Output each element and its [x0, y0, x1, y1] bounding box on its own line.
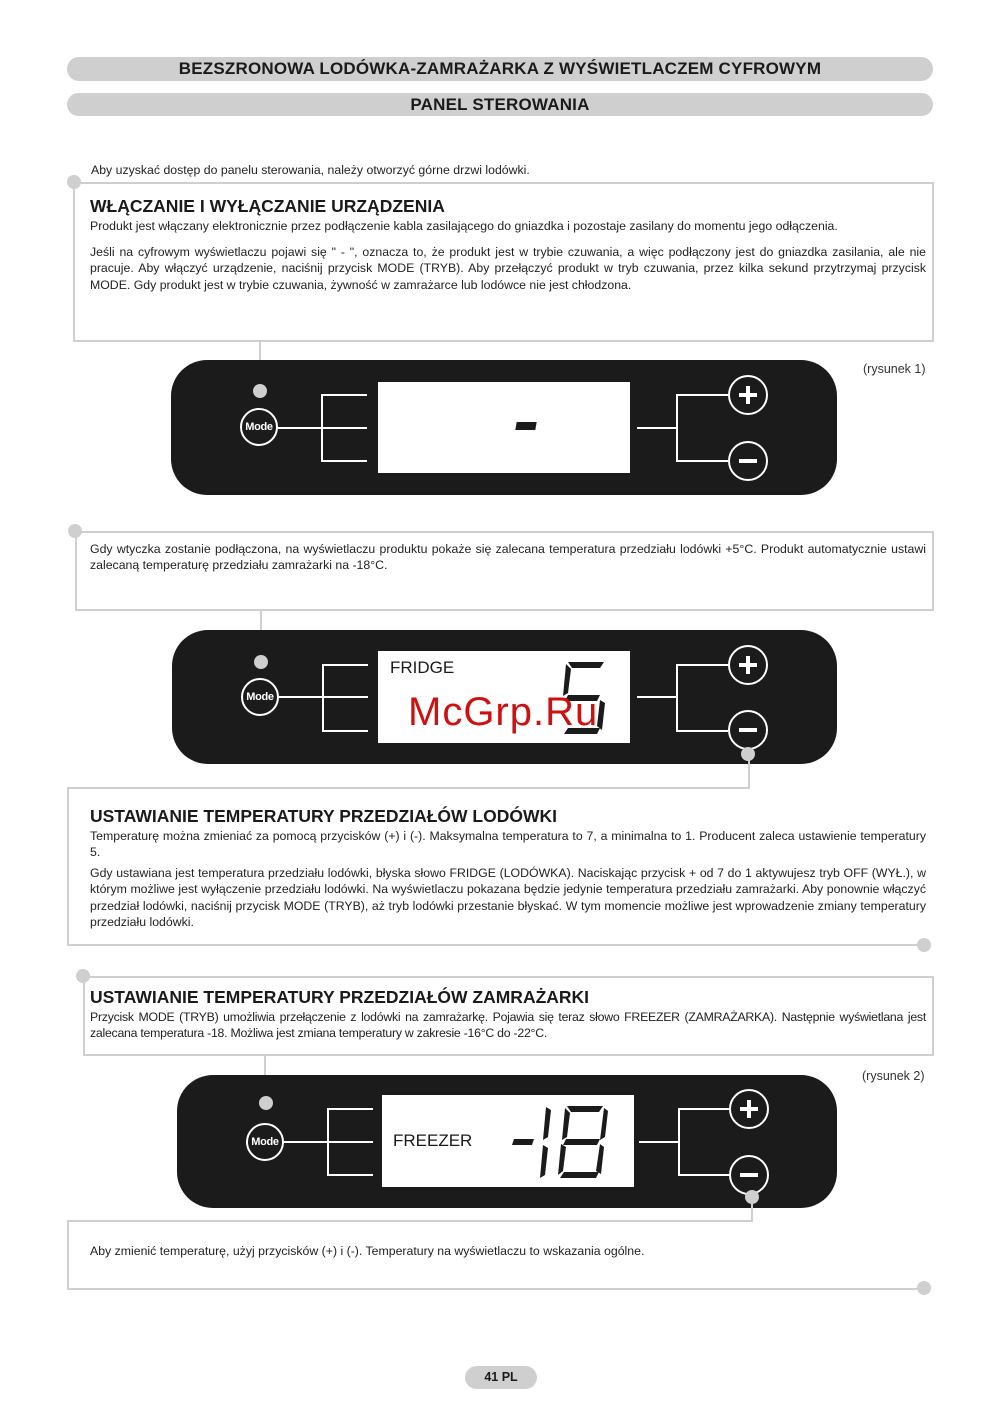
display-dash-segment	[515, 422, 536, 430]
wire	[327, 1174, 373, 1176]
wire	[637, 427, 677, 429]
wire	[678, 1108, 729, 1110]
wire	[676, 664, 728, 666]
wire	[321, 427, 367, 429]
plus-button[interactable]	[729, 1089, 769, 1129]
mode-button[interactable]: Mode	[240, 408, 278, 446]
paragraph-fridge-1: Temperaturę można zmieniać za pomocą przycisków (+) i (-). Maksymalna temperatura to 7, a minimalna to 1. Producent zaleca ustawienie temperatury 5.	[90, 829, 926, 860]
control-panel-freezer	[177, 1075, 837, 1208]
wire	[678, 1174, 729, 1176]
pointer-dot	[259, 1096, 273, 1110]
heading-freezer-temp: USTAWIANIE TEMPERATURY PRZEDZIAŁÓW ZAMRAŻARKI	[90, 987, 590, 1007]
heading-fridge-temp: USTAWIANIE TEMPERATURY PRZEDZIAŁÓW LODÓWKI	[90, 806, 557, 826]
watermark: McGrp.Ru	[408, 690, 599, 734]
bullet-dot	[917, 1281, 931, 1295]
wire	[676, 730, 728, 732]
closing-text: Aby zmienić temperaturę, użyj przycisków (+) i (-). Temperatury na wyświetlaczu to wskazania ogólne.	[90, 1244, 645, 1258]
wire	[322, 664, 368, 666]
wire	[637, 696, 677, 698]
figure-2-caption: (rysunek 2)	[862, 1069, 925, 1083]
wire	[321, 394, 367, 396]
mode-button[interactable]: Mode	[246, 1123, 284, 1161]
wire	[676, 664, 678, 732]
mode-button[interactable]: Mode	[241, 678, 279, 716]
intro-text: Aby uzyskać dostęp do panelu sterowania, należy otworzyć górne drzwi lodówki.	[91, 163, 530, 177]
frame-left-line	[67, 1220, 69, 1290]
figure-1-caption: (rysunek 1)	[863, 362, 926, 376]
bullet-dot	[917, 938, 931, 952]
display-screen	[378, 382, 630, 473]
wire	[278, 427, 322, 429]
frame-top-line	[67, 787, 750, 789]
frame-bottom-line	[67, 944, 919, 946]
section-title: PANEL STEROWANIA	[67, 93, 933, 116]
pointer-dot	[253, 384, 267, 398]
wire	[676, 394, 728, 396]
wire	[327, 1141, 373, 1143]
minus-button[interactable]	[729, 1155, 769, 1195]
wire	[322, 696, 368, 698]
plus-button[interactable]	[728, 645, 768, 685]
connector-line	[751, 1197, 753, 1222]
wire	[676, 394, 678, 462]
heading-on-off: WŁĄCZANIE I WYŁĄCZANIE URZĄDZENIA	[90, 196, 445, 216]
wire	[678, 1108, 680, 1176]
frame-top-line	[67, 1220, 753, 1222]
control-panel-standby	[171, 360, 837, 495]
paragraph-on-off-1: Produkt jest włączany elektronicznie przez podłączenie kabla zasilającego do gniazdka i pozostaje zasilany do momentu jego odłączenia.	[90, 219, 838, 233]
fridge-label: FRIDGE	[390, 658, 455, 677]
minus-button[interactable]	[728, 710, 768, 750]
paragraph-freezer: Przycisk MODE (TRYB) umożliwia przełączenie z lodówki na zamrażarkę. Pojawia się teraz słowo FREEZER (ZAMRAŻARKA). Następnie wyświetlana jest zalecana temperatura -18. Możliwa jest zmiana temperatury w zakresie -16°C do -22°C.	[90, 1010, 926, 1041]
wire	[321, 460, 367, 462]
minus-button[interactable]	[728, 441, 768, 481]
connector-line	[748, 754, 750, 788]
wire	[327, 1108, 373, 1110]
freezer-label: FREEZER	[393, 1131, 473, 1150]
wire	[676, 460, 728, 462]
wire	[284, 1141, 328, 1143]
pointer-dot	[254, 655, 268, 669]
paragraph-on-off-2: Jeśli na cyfrowym wyświetlaczu pojawi się " - ", oznacza to, że produkt jest w trybie czuwania, a więc podłączony jest do gniazdka zasilania, ale nie pracuje. Aby włączyć urządzenie, naciśnij przycisk MODE (TRYB). Aby przełączyć produkt w tryb czuwania, przez kilka sekund przytrzymaj przycisk MODE. Gdy produkt jest w trybie czuwania, żywność w zamrażarce lub lodówce nie jest chłodzona.	[90, 245, 926, 292]
wire	[279, 696, 323, 698]
frame-bottom-line	[67, 1288, 919, 1290]
wire	[322, 730, 368, 732]
plus-button[interactable]	[728, 375, 768, 415]
main-title: BEZSZRONOWA LODÓWKA-ZAMRAŻARKA Z WYŚWIETLACZEM CYFROWYM	[67, 57, 933, 81]
page-number: 41 PL	[465, 1366, 537, 1389]
display-screen	[382, 1095, 634, 1187]
display-digits-minus-18	[512, 1104, 612, 1180]
wire	[322, 664, 324, 732]
paragraph-fridge-2: Gdy ustawiana jest temperatura przedziału lodówki, błyska słowo FRIDGE (LODÓWKA). Naciskając przycisk + od 7 do 1 aktywujesz tryb OFF (WYŁ.), w którym możliwe jest wyłączenie przedziału lodówki. Na wyświetlaczu pokazana będzie jedynie temperatura przedziału zamrażarki. Aby ponownie włączyć przedział lodówki, naciśnij przycisk MODE (TRYB), aż tryb lodówki przestanie błyskać. W tym momencie możliwe jest wprowadzenie zmiany temperatury przedziału lodówki.	[90, 866, 926, 930]
paragraph-startup: Gdy wtyczka zostanie podłączona, na wyświetlaczu produktu pokaże się zalecana temperatura przedziału lodówki +5°C. Produkt automatycznie ustawi zalecaną temperaturę przedziału zamrażarki na -18°C.	[90, 542, 926, 573]
wire	[639, 1141, 679, 1143]
